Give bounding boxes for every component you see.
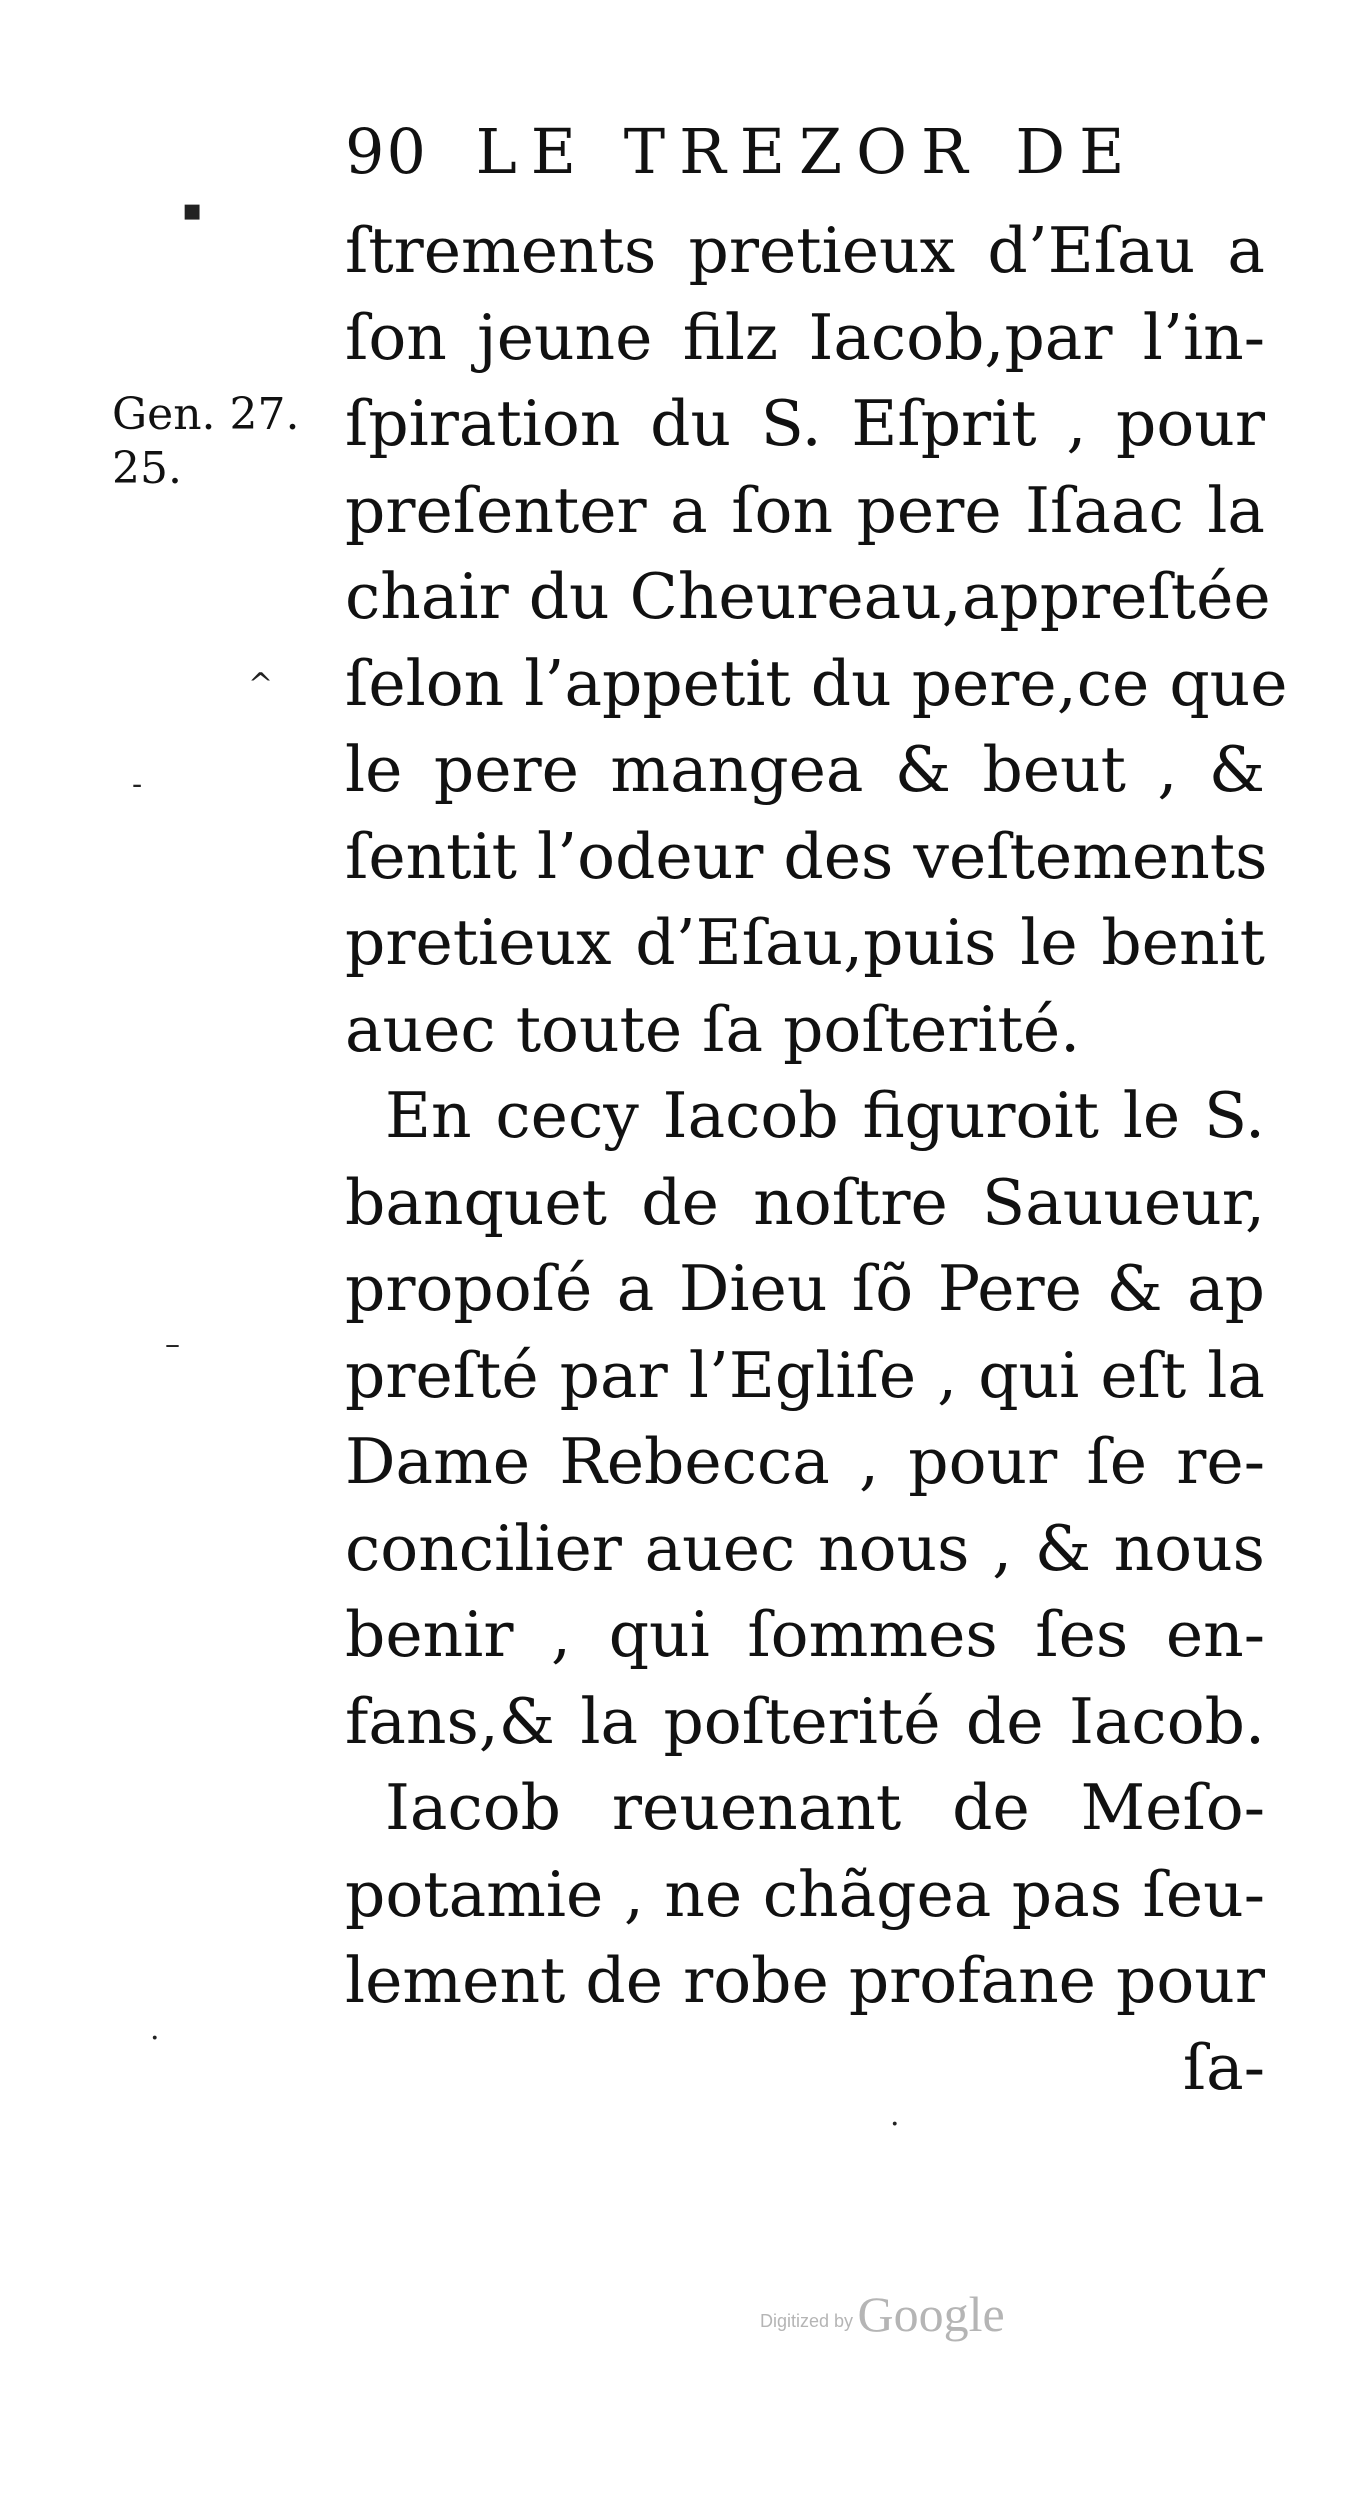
text-line: ſpiration du S. Eſprit , pour bbox=[345, 387, 1265, 460]
text-line: fans,& la poſterité de Iacob. bbox=[345, 1684, 1265, 1758]
text-line: auec toute ſa poſterité. bbox=[345, 992, 1081, 1066]
text-line: pretieux d’Eſau,puis le benit bbox=[345, 906, 1265, 979]
ink-speck: ▪ bbox=[182, 193, 203, 228]
text-line: potamie , ne chãgea pas ſeu- bbox=[345, 1857, 1265, 1931]
text-line: lement de robe profane pour bbox=[345, 1944, 1265, 2017]
ink-speck: · bbox=[150, 2021, 160, 2056]
text-line: chair du Cheureau,appreſtée bbox=[345, 560, 1271, 633]
text-line: propoſé a Dieu ſõ Pere & ap bbox=[345, 1252, 1265, 1325]
running-title: LE TREZOR DE bbox=[475, 115, 1139, 188]
text-line: ſelon l’appetit du pere,ce que bbox=[345, 646, 1288, 720]
text-line: concilier auec nous , & nous bbox=[345, 1511, 1265, 1585]
ink-speck: ^ bbox=[248, 667, 274, 702]
running-header bbox=[345, 112, 1138, 192]
text-line: banquet de noſtre Sauueur, bbox=[345, 1165, 1265, 1239]
text-line: En cecy Iacob figuroit le S. bbox=[385, 1079, 1265, 1152]
text-line: preſté par l’Egliſe , qui eſt la bbox=[345, 1338, 1265, 1412]
text-line: Iacob reuenant de Meſo- bbox=[385, 1771, 1265, 1844]
ink-speck: - bbox=[132, 767, 143, 802]
text-line: preſenter a ſon pere Iſaac la bbox=[345, 473, 1265, 547]
text-line: ſon jeune filz Iacob,par l’in- bbox=[345, 300, 1265, 374]
catchword: ſa- bbox=[1182, 2030, 1265, 2104]
text-line: ſentit l’odeur des veſtements bbox=[345, 819, 1268, 893]
citation-verse: 25. bbox=[112, 443, 182, 494]
text-line: le pere mangea & beut , & bbox=[345, 733, 1265, 806]
text-line: Dame Rebecca , pour ſe re- bbox=[345, 1425, 1265, 1498]
text-line: ſtrements pretieux d’Eſau a bbox=[345, 214, 1265, 287]
citation-book-chapter: Gen. 27. bbox=[112, 389, 300, 440]
digitization-watermark bbox=[760, 2285, 1005, 2343]
ink-speck: – bbox=[165, 1327, 180, 1362]
body-text bbox=[345, 208, 1288, 2111]
margin-citation bbox=[112, 388, 342, 496]
text-line: benir , qui ſommes ſes en- bbox=[345, 1598, 1265, 1671]
ink-speck: · bbox=[890, 2107, 900, 2142]
digitized-label: Digitized by bbox=[760, 2311, 854, 2331]
google-logo-text: Google bbox=[857, 2286, 1005, 2342]
page-number: 90 bbox=[345, 115, 428, 188]
